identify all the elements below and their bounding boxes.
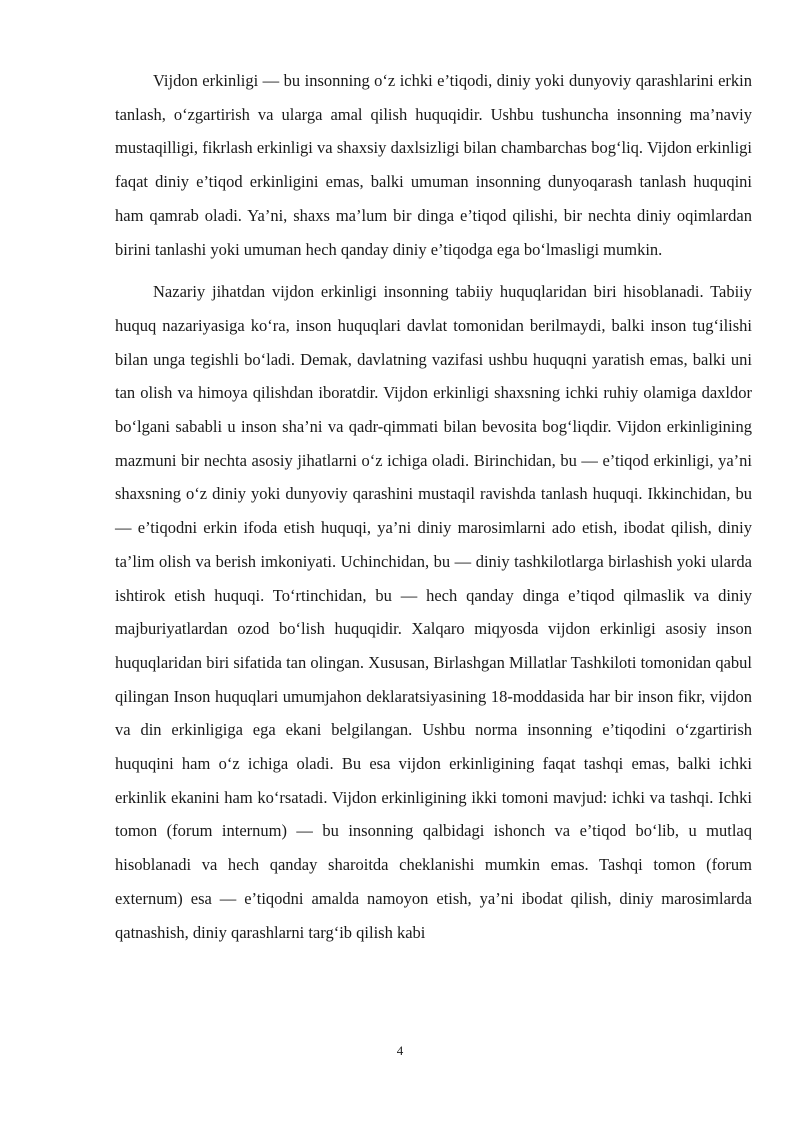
paragraph-1: Vijdon erkinligi — bu insonning o‘z ichki e’tiqodi, diniy yoki dunyoviy qarashlarini erkin tanlash, o‘zgartirish va ularga amal qilish huquqidir. Ushbu tushuncha insonning ma’naviy mustaqilligi, fikrlash erkinligi va shaxsiy daxlsizligi bilan chambarchas bog‘liq. Vijdon erkinligi faqat diniy e’tiqod erkinligini emas, balki umuman insonning dunyoqarash tanlash huquqini ham qamrab oladi. Ya’ni, shaxs ma’lum bir dinga e’tiqod qilishi, bir nechta diniy oqimlardan birini tanlashi yoki umuman hech qanday diniy e’tiqodga ega bo‘lmasligi mumkin. [115, 71, 752, 259]
paragraph-2: Nazariy jihatdan vijdon erkinligi insonning tabiiy huquqlaridan biri hisoblanadi. Tabiiy huquq nazariyasiga ko‘ra, inson huquqlari davlat tomonidan berilmaydi, balki inson tug‘ilishi bilan unga tegishli bo‘ladi. Demak, davlatning vazifasi ushbu huquqni yaratish emas, balki uni tan olish va himoya qilishdan iboratdir. Vijdon erkinligi shaxsning ichki ruhiy olamiga daxldor bo‘lgani sababli u inson sha’ni va qadr-qimmati bilan bevosita bog‘liqdir. Vijdon erkinligining mazmuni bir nechta asosiy jihatlarni o‘z ichiga oladi. Birinchidan, bu — e’tiqod erkinligi, ya’ni shaxsning o‘z diniy yoki dunyoviy qarashini mustaqil ravishda tanlash huquqi. Ikkinchidan, bu — e’tiqodni erkin ifoda etish huquqi, ya’ni diniy marosimlarni ado etish, ibodat qilish, diniy ta’lim olish va berish imkoniyati. Uchinchidan, bu — diniy tashkilotlarga birlashish yoki ularda ishtirok etish huquqi. To‘rtinchidan, bu — hech qanday dinga e’tiqod qilmaslik va diniy majburiyatlardan ozod bo‘lish huquqidir. Xalqaro miqyosda vijdon erkinligi asosiy inson huquqlaridan biri sifatida tan olingan. Xususan, Birlashgan Millatlar Tashkiloti tomonidan qabul qilingan Inson huquqlari umumjahon deklaratsiyasining 18-moddasida har bir inson fikr, vijdon va din erkinligiga ega ekani belgilangan. Ushbu norma insonning e’tiqodini o‘zgartirish huquqini ham o‘z ichiga oladi. Bu esa vijdon erkinligining faqat tashqi emas, balki ichki erkinlik ekanini ham ko‘rsatadi. Vijdon erkinligining ikki tomoni mavjud: ichki va tashqi. Ichki tomon (forum internum) — bu insonning qalbidagi ishonch va e’tiqod bo‘lib, u mutlaq hisoblanadi va hech qanday sharoitda cheklanishi mumkin emas. Tashqi tomon (forum externum) esa — e’tiqodni amalda namoyon etish, ya’ni ibodat qilish, diniy marosimlarda qatnashish, diniy qarashlarni targ‘ib qilish kabi [115, 282, 752, 942]
page-number: 4 [396, 1043, 404, 1058]
document-page [115, 64, 752, 949]
